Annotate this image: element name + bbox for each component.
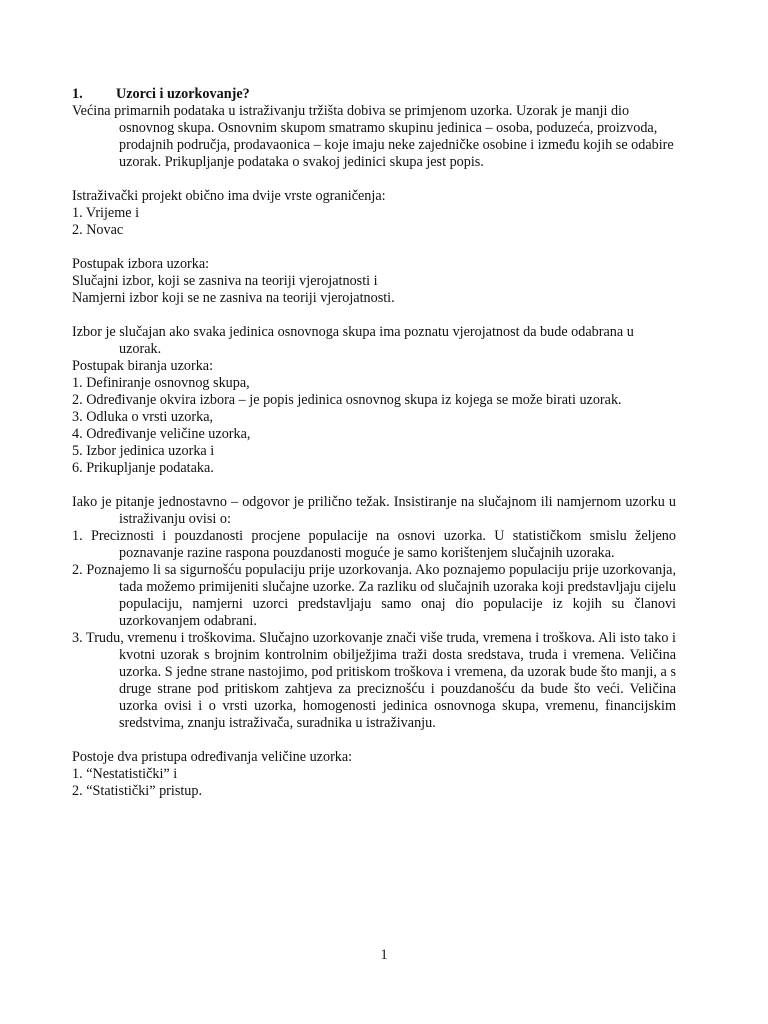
- size-lead: Postoje dva pristupa određivanja veličine uzorka:: [72, 749, 353, 765]
- constraints-lead: Istraživački projekt obično ima dvije vrste ograničenja:: [72, 188, 386, 204]
- procedure-item: 1. Definiranje osnovnog skupa,: [72, 375, 250, 391]
- procedure-item: 2. Određivanje okvira izbora – je popis jedinica osnovnog skupa iz kojega se može birati uzorak.: [72, 392, 622, 408]
- selection-item: Slučajni izbor, koji se zasniva na teoriji vjerojatnosti i: [72, 273, 378, 289]
- procedure-item: 3. Odluka o vrsti uzorka,: [72, 409, 214, 425]
- procedure-item: 4. Određivanje veličine uzorka,: [72, 426, 251, 442]
- page-number: 1: [380, 947, 388, 963]
- constraints-item: 1. Vrijeme i: [72, 205, 140, 221]
- section-heading: [72, 86, 676, 103]
- factor-item: 2. Poznajemo li sa sigurnošću populaciju prije uzorkovanja. Ako poznajemo populaciju prije uzorkovanja, tada možemo primijeniti slučajne uzorke. Za razliku od slučajnih uzoraka koji predstavljaju cijelu populaciju, namjerni uzorci predstavljaju samo onaj dio populacije iz kojih su članovi uzorkovanjem odabrani.: [72, 562, 676, 629]
- factor-item: 1. Preciznosti i pouzdanosti procjene populacije na osnovi uzorka. U statističkom smislu željeno poznavanje razine raspona pouzdanosti moguće je samo korištenjem slučajnih uzoraka.: [72, 528, 676, 561]
- selection-lead: Postupak izbora uzorka:: [72, 256, 210, 272]
- document-page: [72, 86, 676, 800]
- selection-item: Namjerni izbor koji se ne zasniva na teoriji vjerojatnosti.: [72, 290, 395, 306]
- procedure-item: 5. Izbor jedinica uzorka i: [72, 443, 215, 459]
- constraints-item: 2. Novac: [72, 222, 124, 238]
- factor-item: 3. Trudu, vremenu i troškovima. Slučajno uzorkovanje znači više truda, vremena i troškova. Ali isto tako i kvotni uzorak s brojnim kontrolnim obilježjima traži dosta sredstava, truda i vremena. Veličina uzorka. S jedne strane nastojimo, pod pritiskom troškova i vremena, da uzorak bude što manji, a s druge strane pod pritiskom zahtjeva za preciznošću i pouzdanošću da bude što veći. Veličina uzorka ovisi i o vrsti uzorka, homogenosti jedinica osnovnoga skupa, vremenu, financijskim sredstvima, znanju istraživača, suradnika u istraživanju.: [72, 630, 676, 731]
- size-item: 1. “Nestatistički” i: [72, 766, 178, 782]
- procedure-lead: Postupak biranja uzorka:: [72, 358, 214, 374]
- section-number: 1.: [72, 86, 83, 102]
- intro-paragraph: Većina primarnih podataka u istraživanju tržišta dobiva se primjenom uzorka. Uzorak je manji dio osnovnog skupa. Osnovnim skupom smatramo skupinu jedinica – osoba, poduzeća, proizvoda, prodajnih područja, prodavaonica – koje imaju neke zajedničke osobine i između kojih se odabire uzorak. Prikupljanje podataka o svakoj jedinici skupa jest popis.: [72, 103, 674, 170]
- random-definition: Izbor je slučajan ako svaka jedinica osnovnoga skupa ima poznatu vjerojatnost da bude odabrana u uzorak.: [72, 324, 634, 357]
- size-item: 2. “Statistički” pristup.: [72, 783, 203, 799]
- section-title: Uzorci i uzorkovanje?: [116, 86, 250, 102]
- procedure-item: 6. Prikupljanje podataka.: [72, 460, 214, 476]
- question-paragraph: Iako je pitanje jednostavno – odgovor je prilično težak. Insistiranje na slučajnom ili namjernom uzorku u istraživanju ovisi o:: [72, 494, 676, 527]
